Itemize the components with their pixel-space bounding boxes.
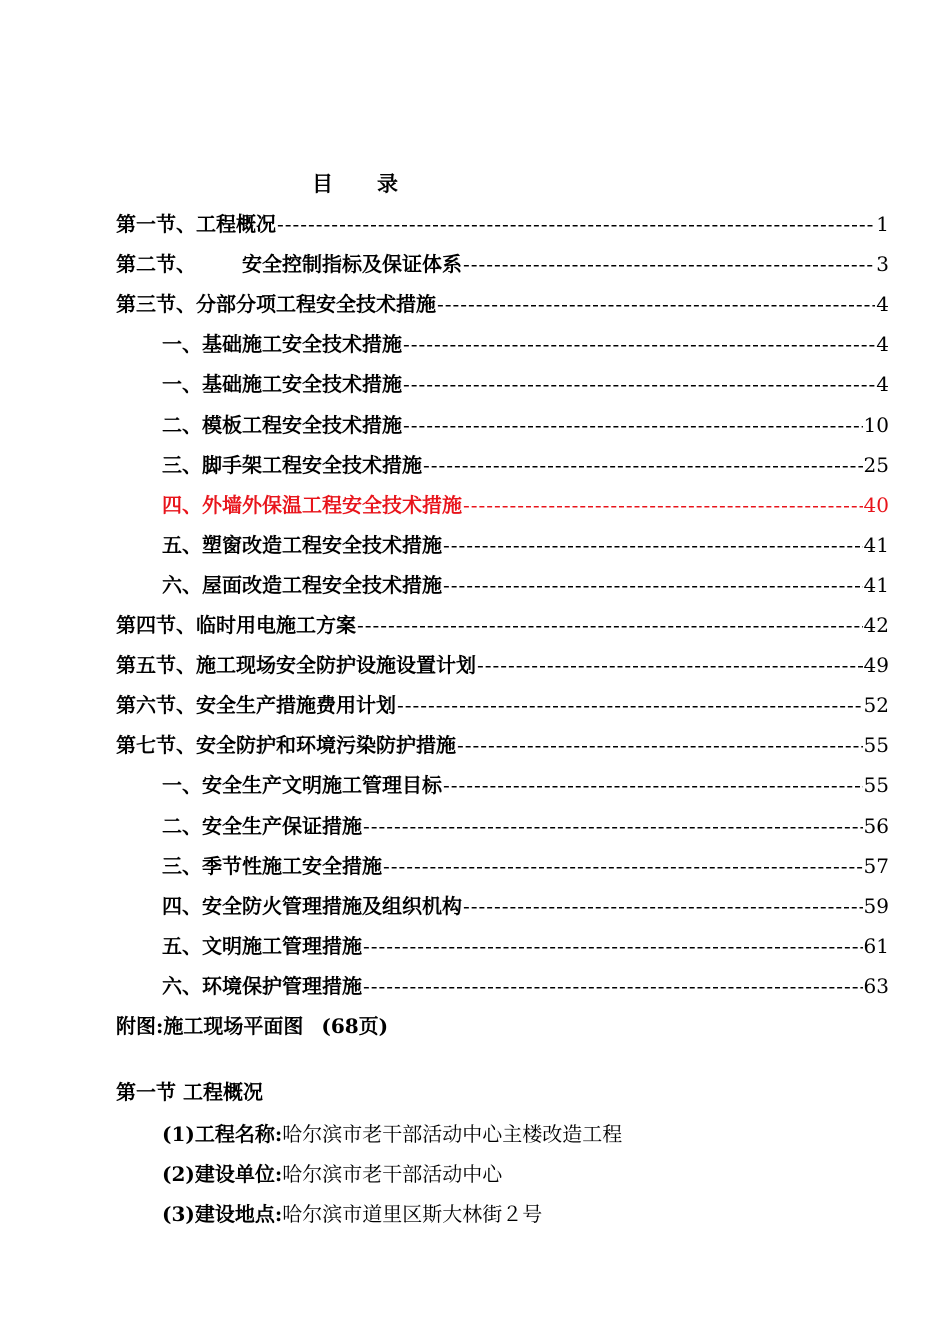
toc-dot-leader (477, 653, 863, 677)
toc-dot-leader (357, 613, 863, 637)
toc-entry[interactable] (162, 569, 889, 599)
toc-entry-label: 第五节、施工现场安全防护设施设置计划 (116, 653, 476, 677)
toc-page-number: 49 (863, 653, 889, 677)
toc-dot-leader (363, 974, 863, 998)
toc-page-number: 25 (863, 453, 889, 477)
toc-dot-leader (463, 252, 875, 276)
toc-dot-leader (403, 413, 863, 437)
toc-appendix (116, 1010, 388, 1039)
toc-title: 目录 (312, 171, 442, 196)
toc-page-number: 61 (863, 934, 889, 958)
toc-entry-label: 四、外墙外保温工程安全技术措施 (162, 493, 462, 517)
appendix-label: 附图:施工现场平面图 (116, 1014, 304, 1038)
toc-dot-leader (397, 693, 863, 717)
toc-entry-label: 二、模板工程安全技术措施 (162, 413, 402, 437)
location-row (162, 1198, 542, 1227)
toc-page-number: 10 (863, 413, 889, 437)
toc-entry[interactable] (162, 368, 889, 398)
toc-entry-label: 一、基础施工安全技术措施 (162, 372, 402, 396)
toc-entry[interactable] (162, 810, 889, 840)
toc-entry[interactable] (162, 890, 889, 920)
section-heading: 第一节 工程概况 (116, 1080, 263, 1104)
toc-entry-label: 六、屋面改造工程安全技术措施 (162, 573, 442, 597)
toc-entry[interactable] (162, 970, 889, 1000)
toc-dot-leader (403, 372, 875, 396)
toc-entry[interactable] (162, 449, 889, 479)
toc-entry[interactable] (162, 930, 889, 960)
toc-entry-label: 六、环境保护管理措施 (162, 974, 362, 998)
toc-dot-leader (443, 573, 863, 597)
toc-dot-leader (437, 292, 875, 316)
toc-dot-leader (383, 854, 863, 878)
toc-dot-leader (463, 894, 863, 918)
client-value: 哈尔滨市老干部活动中心 (282, 1162, 503, 1186)
toc-dot-leader (277, 212, 875, 236)
toc-entry-label: 三、脚手架工程安全技术措施 (162, 453, 422, 477)
location-value: 哈尔滨市道里区斯大林街２号 (282, 1202, 543, 1226)
toc-entry[interactable] (162, 769, 889, 799)
location-key: (3)建设地点: (162, 1202, 283, 1226)
toc-dot-leader (443, 533, 863, 557)
toc-entry-label: 五、塑窗改造工程安全技术措施 (162, 533, 442, 557)
toc-entry[interactable] (162, 328, 889, 358)
toc-dot-leader (363, 934, 863, 958)
client-row (162, 1158, 502, 1187)
toc-dot-leader (363, 814, 863, 838)
toc-page-number: 3 (876, 252, 889, 276)
toc-dot-leader (463, 493, 863, 517)
toc-page-number: 41 (863, 533, 889, 557)
toc-entry-label: 一、安全生产文明施工管理目标 (162, 773, 442, 797)
toc-entry-label: 二、安全生产保证措施 (162, 814, 362, 838)
toc-entry-label: 第二节、 (116, 252, 196, 276)
toc-entry[interactable] (116, 208, 889, 238)
toc-entry[interactable] (116, 609, 889, 639)
project-name-row (162, 1118, 622, 1147)
toc-page-number: 63 (863, 974, 889, 998)
toc-entry[interactable] (116, 649, 889, 679)
toc-entry-label: 第七节、安全防护和环境污染防护措施 (116, 733, 456, 757)
toc-page-number: 55 (863, 773, 889, 797)
toc-dot-leader (403, 332, 875, 356)
toc-page-number: 41 (863, 573, 889, 597)
project-name-value: 哈尔滨市老干部活动中心主楼改造工程 (282, 1122, 623, 1146)
toc-dot-leader (423, 453, 863, 477)
appendix-note: (68页) (321, 1014, 389, 1038)
toc-entry-label: 三、季节性施工安全措施 (162, 854, 382, 878)
toc-entry-label: 第三节、分部分项工程安全技术措施 (116, 292, 436, 316)
toc-entry[interactable] (116, 248, 889, 278)
toc-entry[interactable] (116, 288, 889, 318)
client-key: (2)建设单位: (162, 1162, 283, 1186)
toc-page-number: 59 (863, 894, 889, 918)
toc-entry[interactable] (162, 409, 889, 439)
toc-page-number: 56 (863, 814, 889, 838)
toc-entry-label: 五、文明施工管理措施 (162, 934, 362, 958)
toc-entry-label: 第四节、临时用电施工方案 (116, 613, 356, 637)
toc-page-number: 57 (863, 854, 889, 878)
toc-entry-label: 四、安全防火管理措施及组织机构 (162, 894, 462, 918)
toc-entry-label: 第六节、安全生产措施费用计划 (116, 693, 396, 717)
toc-entry-label: 第一节、工程概况 (116, 212, 276, 236)
toc-page-number: 42 (863, 613, 889, 637)
toc-entry[interactable] (162, 529, 889, 559)
toc-page-number: 4 (876, 292, 889, 316)
toc-entry[interactable] (116, 689, 889, 719)
toc-page-number: 52 (863, 693, 889, 717)
toc-dot-leader (457, 733, 863, 757)
toc-page-number: 1 (876, 212, 889, 236)
toc-entry-label: 一、基础施工安全技术措施 (162, 332, 402, 356)
toc-page-number: 40 (863, 493, 889, 517)
project-name-key: (1)工程名称: (162, 1122, 283, 1146)
toc-entry[interactable] (162, 850, 889, 880)
toc-page-number: 55 (863, 733, 889, 757)
toc-entry-label-continued: 安全控制指标及保证体系 (242, 252, 462, 276)
toc-entry[interactable] (162, 489, 889, 519)
toc-dot-leader (443, 773, 863, 797)
toc-page-number: 4 (876, 332, 889, 356)
toc-page-number: 4 (876, 372, 889, 396)
toc-entry[interactable] (116, 729, 889, 759)
